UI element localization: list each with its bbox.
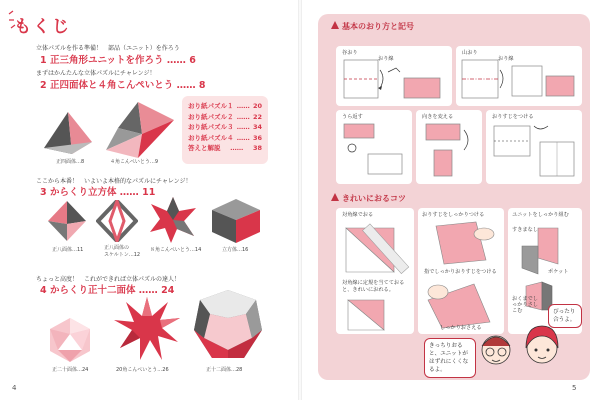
tip-crease-label: おりすじをしっかりつける bbox=[422, 212, 485, 218]
chapter-2-dots: …… bbox=[176, 80, 196, 91]
puzzle-label: おり紙パズル３ bbox=[188, 123, 234, 132]
tip-crease-diagram bbox=[426, 220, 500, 266]
intro-1: 立体パズルを作る準備！ 部品（ユニット）を作ろう bbox=[36, 45, 180, 52]
eight-konpeito-image bbox=[148, 196, 198, 244]
chapter-4-num: 4 bbox=[40, 285, 47, 296]
chapter-1-title: 正三角形ユニットを作ろう bbox=[49, 55, 164, 66]
chapter-3-link[interactable] bbox=[40, 184, 155, 198]
tip-diagonal-label: 対角線でおる bbox=[342, 212, 374, 218]
intro-3: ここから本番！ いよいよ本格的なパズルにチャレンジ！ bbox=[36, 178, 192, 185]
mountain-fold-line-note: おり線 bbox=[498, 56, 514, 62]
chapter-3-title: からくり立方体 bbox=[49, 187, 117, 198]
chapter-1-dots: …… bbox=[166, 55, 186, 66]
tip-crease-note: 指でしっかりおりすじをつける bbox=[424, 269, 497, 275]
tip-diagonal-diagram-2 bbox=[344, 296, 408, 332]
caption-eight-konpeito: ８角こんぺいとう…14 bbox=[150, 247, 202, 253]
section-marker-icon bbox=[330, 192, 340, 202]
puzzle-page: 34 bbox=[252, 123, 262, 132]
flip-label: うら返す bbox=[342, 114, 363, 120]
puzzle-label: おり紙パズル２ bbox=[188, 112, 234, 121]
icosahedron-image bbox=[46, 316, 94, 364]
chapter-2-num: 2 bbox=[40, 80, 47, 91]
octahedron-skeleton-image bbox=[96, 200, 138, 242]
valley-fold-line-note: おり線 bbox=[378, 56, 394, 62]
speech-bubble-fit: ぴったり合うよ。 bbox=[548, 304, 582, 328]
tip-diagonal-note: 対角線に定規を当てておると、きれいにおれる。 bbox=[342, 280, 405, 293]
puzzle-dots: …… bbox=[236, 112, 250, 121]
tip-pocket-note: ポケット bbox=[548, 269, 569, 275]
valley-fold-diagram bbox=[342, 58, 446, 102]
flip-diagram bbox=[340, 120, 410, 180]
tetrahedron-image bbox=[42, 110, 94, 156]
toc-title: もくじ bbox=[14, 17, 71, 37]
puzzle-dots: …… bbox=[236, 102, 250, 110]
chapter-2-page: 8 bbox=[198, 80, 206, 91]
puzzle-page: 22 bbox=[252, 112, 262, 121]
puzzle-label: おり紙パズル１ bbox=[188, 102, 234, 110]
caption-dodecahedron: 正十二面体…28 bbox=[206, 367, 243, 373]
puzzle-link[interactable] bbox=[188, 122, 262, 133]
puzzle-link[interactable] bbox=[188, 143, 262, 154]
dodecahedron-image bbox=[192, 288, 264, 362]
tip-diagonal-diagram bbox=[340, 220, 412, 276]
puzzle-link[interactable] bbox=[188, 101, 262, 112]
valley-fold-label: 谷おり bbox=[342, 50, 358, 56]
puzzle-dots: …… bbox=[230, 144, 244, 153]
tip-insert-label: ユニットをしっかり組む bbox=[512, 212, 569, 218]
chapter-1-num: 1 bbox=[40, 55, 47, 66]
chapter-3-dots: …… bbox=[119, 187, 139, 198]
caption-octahedron-skeleton: 正八面体の スケルトン…12 bbox=[104, 245, 141, 258]
puzzle-index-box bbox=[182, 96, 268, 164]
crease-label: おりすじをつける bbox=[492, 114, 534, 120]
puzzle-page: 20 bbox=[252, 102, 262, 110]
caption-cube: 立方体…16 bbox=[222, 247, 249, 253]
caption-twenty-konpeito: 20角こんぺいとう…26 bbox=[116, 367, 169, 373]
caption-four-konpeito: ４角こんぺいとう…9 bbox=[110, 159, 159, 165]
mountain-fold-diagram bbox=[460, 58, 578, 102]
puzzle-dots: …… bbox=[236, 133, 250, 142]
puzzle-label: 答えと解説 bbox=[188, 144, 221, 153]
intro-4: ちょっと高度！ これができれば立体パズルの達人！ bbox=[36, 276, 181, 283]
page-number-right: 5 bbox=[572, 384, 577, 392]
puzzle-link[interactable] bbox=[188, 112, 262, 123]
chapter-4-page: 24 bbox=[161, 285, 175, 296]
caption-icosahedron: 正二十面体…24 bbox=[52, 367, 89, 373]
turn-label: 向きを変える bbox=[422, 114, 454, 120]
tip-deep-note: おくまでしっかりさしこむ bbox=[512, 296, 538, 314]
caption-octahedron: 正八面体…11 bbox=[52, 247, 84, 253]
character-boy-icon bbox=[476, 328, 516, 372]
chapter-1-page: 6 bbox=[189, 55, 196, 66]
twenty-konpeito-image bbox=[112, 296, 182, 362]
section-marker-icon bbox=[330, 20, 340, 30]
crease-diagram bbox=[490, 120, 580, 180]
chapter-1-link[interactable] bbox=[40, 52, 196, 66]
puzzle-page: 38 bbox=[252, 144, 262, 153]
puzzle-dots: …… bbox=[236, 123, 250, 132]
speech-bubble-tip: きっちりおると、ユニットがはずれにくくなるよ。 bbox=[424, 338, 476, 378]
book-gutter bbox=[298, 0, 302, 400]
page-number-left: 4 bbox=[12, 384, 17, 392]
puzzle-page: 36 bbox=[252, 133, 262, 142]
tip-press-note: しっかりおさえる bbox=[440, 325, 482, 331]
chapter-4-title: からくり正十二面体 bbox=[49, 285, 136, 296]
intro-2: まずはかんたんな立体パズルにチャレンジ！ bbox=[36, 70, 156, 77]
chapter-4-link[interactable] bbox=[40, 282, 174, 296]
section-basic-folds-title: 基本のおり方と記号 bbox=[342, 22, 414, 31]
four-konpeito-image bbox=[98, 100, 176, 160]
caption-tetrahedron: 正四面体…8 bbox=[56, 159, 85, 165]
chapter-3-page: 11 bbox=[142, 187, 156, 198]
chapter-3-num: 3 bbox=[40, 187, 47, 198]
puzzle-label: おり紙パズル４ bbox=[188, 133, 234, 142]
cube-image bbox=[210, 198, 262, 244]
tip-gap-note: すきまなし bbox=[512, 227, 538, 233]
chapter-2-link[interactable] bbox=[40, 77, 206, 91]
octahedron-image bbox=[46, 200, 88, 242]
turn-diagram bbox=[420, 120, 480, 180]
chapter-2-title: 正四面体と４角こんぺいとう bbox=[49, 80, 174, 91]
mountain-fold-label: 山おり bbox=[462, 50, 478, 56]
chapter-4-dots: …… bbox=[138, 285, 158, 296]
section-tips-title: きれいにおるコツ bbox=[342, 194, 406, 203]
puzzle-link[interactable] bbox=[188, 133, 262, 144]
